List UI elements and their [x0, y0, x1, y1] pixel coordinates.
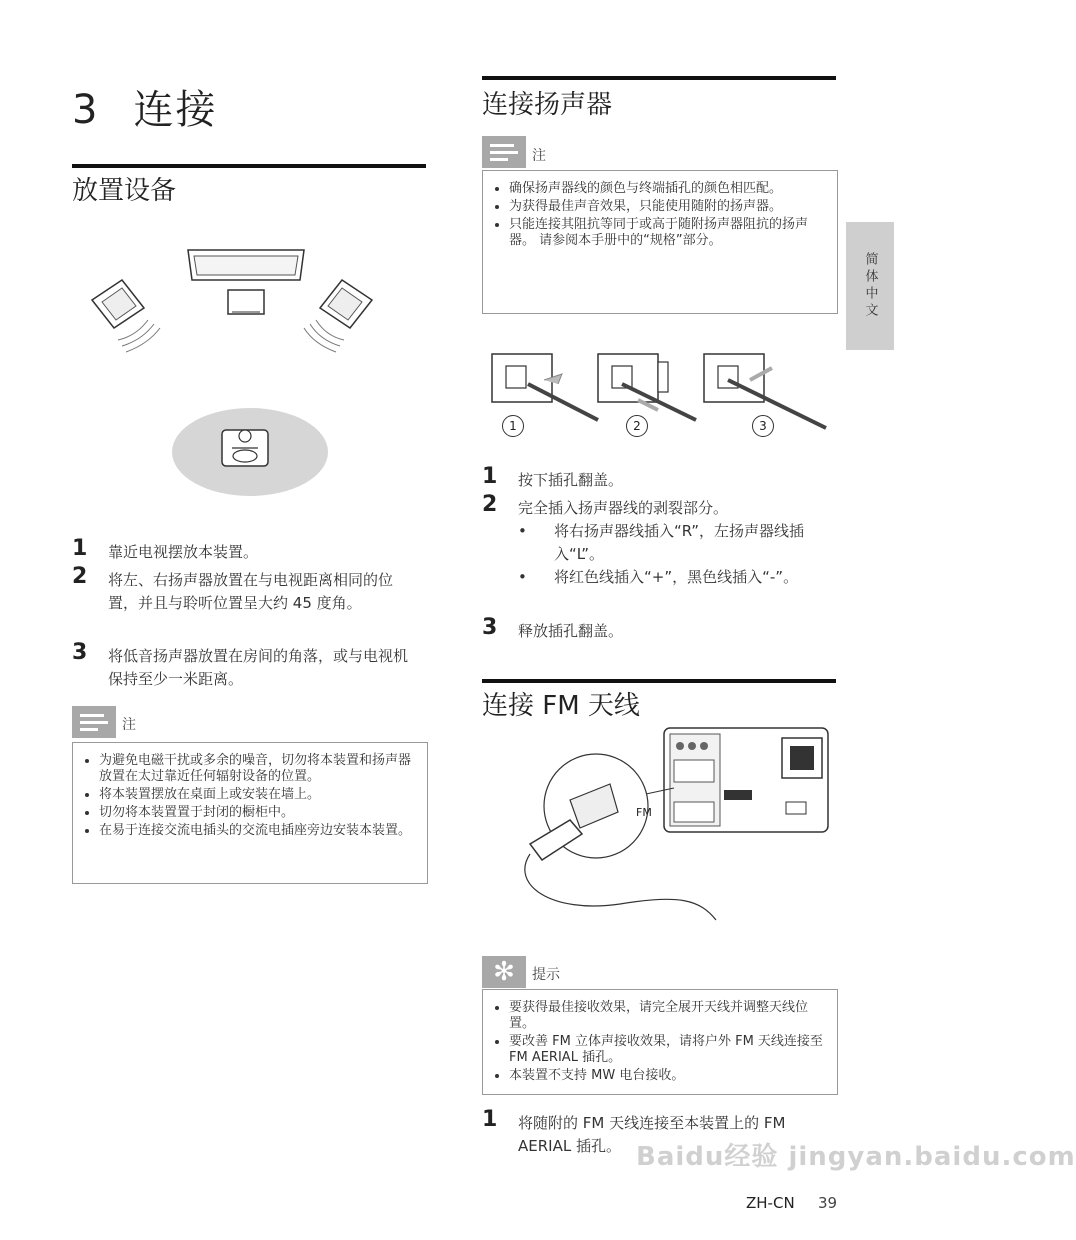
step-text: 释放插孔翻盖。 — [518, 622, 624, 640]
speakers-substep-1 — [482, 520, 828, 566]
step-number: 1 — [482, 464, 498, 489]
speakers-step-3 — [482, 615, 828, 643]
placement-step-2 — [72, 564, 416, 615]
note-item: • 为获得最佳声音效果，只能使用随附的扬声器。 — [509, 199, 825, 215]
tip-label: 提示 — [532, 967, 560, 983]
figure-label-2: 2 — [626, 415, 648, 437]
step-text: 按下插孔翻盖。 — [518, 471, 624, 489]
placement-step-3 — [72, 640, 416, 691]
placement-step-1 — [72, 536, 416, 564]
side-tab-label: 简体中文 — [862, 252, 878, 320]
tip-item: • 本装置不支持 MW 电台接收。 — [509, 1068, 825, 1084]
right-speaker-icon — [304, 280, 372, 352]
tip-item: • 要获得最佳接收效果，请完全展开天线并调整天线位置。 — [509, 1000, 825, 1032]
fm-antenna-figure — [510, 724, 832, 924]
footer-lang: ZH-CN — [746, 1194, 795, 1212]
step-number: 3 — [72, 640, 88, 665]
note-label: 注 — [532, 148, 546, 164]
page-number: 39 — [818, 1194, 838, 1212]
speaker-connection-figure — [488, 344, 834, 440]
section-title-speakers: 连接扬声器 — [482, 90, 613, 120]
chapter-number: 3 — [72, 87, 100, 133]
tv-icon — [188, 250, 304, 280]
figure-label-3: 3 — [752, 415, 774, 437]
note-item: • 为避免电磁干扰或多余的噪音，切勿将本装置和扬声器放置在太过靠近任何辐射设备的位置。 — [99, 753, 415, 785]
step-text: 完全插入扬声器线的剥裂部分。 — [518, 499, 729, 517]
note-item: • 只能连接其阻抗等同于或高于随附扬声器阻抗的扬声器。 请参阅本手册中的“规格”部分。 — [509, 217, 825, 249]
section-rule — [482, 679, 836, 683]
step-number: 1 — [72, 536, 88, 561]
step-text: 将左、右扬声器放置在与电视距离相同的位置，并且与聆听位置呈大约 45 度角。 — [108, 571, 394, 612]
listening-position-icon — [172, 408, 328, 496]
language-side-tab — [846, 222, 894, 350]
chapter-title — [72, 78, 217, 135]
note-item: • 切勿将本装置置于封闭的橱柜中。 — [99, 805, 415, 821]
section-rule — [482, 76, 836, 80]
rear-panel-icon — [664, 728, 828, 832]
speakers-note — [482, 170, 838, 314]
chapter-name: 连接 — [133, 87, 218, 133]
speakers-step-2 — [482, 492, 828, 520]
note-label: 注 — [122, 717, 136, 733]
left-speaker-icon — [92, 280, 160, 352]
substep-text: 将红色线插入“+”，黑色线插入“-”。 — [554, 568, 799, 586]
step-number: 2 — [482, 492, 498, 517]
note-icon — [72, 706, 116, 738]
step-number: 3 — [482, 615, 498, 640]
note-item: • 在易于连接交流电插头的交流电插座旁边安装本装置。 — [99, 823, 415, 839]
terminal-step-1-icon — [492, 354, 598, 420]
speakers-substep-2 — [482, 566, 828, 589]
figure-label-1: 1 — [502, 415, 524, 437]
terminal-step-2-icon — [598, 354, 696, 420]
step-text: 靠近电视摆放本装置。 — [108, 543, 259, 561]
placement-illustration — [80, 240, 400, 500]
step-number: 1 — [482, 1107, 498, 1132]
tip-icon: ✻ — [482, 956, 526, 988]
note-item: • 将本装置摆放在桌面上或安装在墙上。 — [99, 787, 415, 803]
step-number: 2 — [72, 564, 88, 589]
fm-tip — [482, 989, 838, 1095]
section-rule — [72, 164, 426, 168]
bullet: • — [518, 568, 527, 586]
watermark: Baidu经验 jingyan.baidu.com — [636, 1142, 1076, 1172]
substep-text: 将右扬声器线插入“R”，左扬声器线插入“L”。 — [554, 522, 805, 563]
speakers-step-1 — [482, 464, 828, 492]
note-icon — [482, 136, 526, 168]
bullet: • — [518, 522, 527, 540]
section-title-placement: 放置设备 — [72, 176, 177, 206]
section-title-fm: 连接 FM 天线 — [482, 691, 640, 721]
placement-note — [72, 742, 428, 884]
step-text: 将随附的 FM 天线连接至本装置上的 FM AERIAL 插孔。 — [518, 1114, 786, 1155]
main-unit-icon — [228, 290, 264, 314]
fm-jack-label: FM — [636, 806, 652, 819]
note-item: • 确保扬声器线的颜色与终端插孔的颜色相匹配。 — [509, 181, 825, 197]
tip-item: • 要改善 FM 立体声接收效果，请将户外 FM 天线连接至 FM AERIAL 插孔。 — [509, 1034, 825, 1066]
step-text: 将低音扬声器放置在房间的角落，或与电视机保持至少一米距离。 — [108, 647, 409, 688]
